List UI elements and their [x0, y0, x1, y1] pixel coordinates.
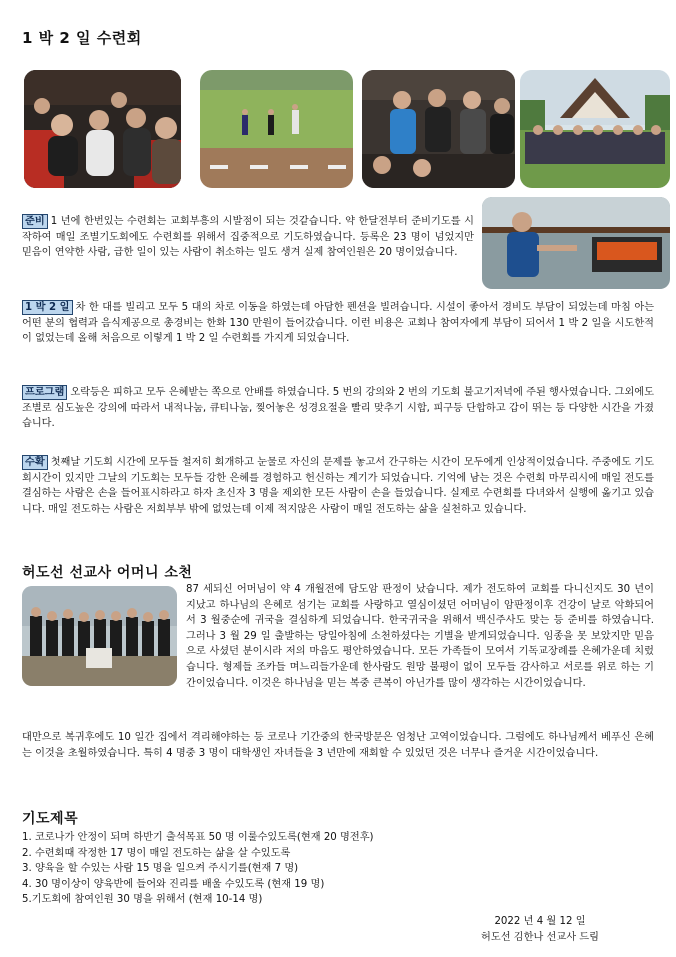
program-tag: 프로그램 — [22, 385, 67, 400]
bbq-photo — [482, 197, 670, 289]
mother-paragraph-2: 대만으로 복귀후에도 10 일간 집에서 격리해야하는 등 코로나 기간중의 한국방문은 엄청난 고역이었습니다. 그럼에도 하나님께서 베푸신 은혜는 이것을 초월하였습니다. 특히 4 명중 3 명이 대학생인 자녀들을 3 년만에 재회할 수 있었던 것은 너무나 즐거운 시간이었습니다. — [22, 732, 654, 759]
retreat-paragraph-prep — [22, 214, 474, 261]
prayer-title: 기도제목 — [22, 811, 79, 827]
harvest-text: 첫째날 기도회 시간에 모두들 철저히 회개하고 눈물로 자신의 문제를 놓고서 간구하는 시간이 모두에게 인상적이었습니다. 주중에도 기도회시간이 있지만 그날의 기도회는 모두들 강한 은혜를 경험하고 헌신하는 계기가 되었습니다. 기억에 남는 것은 수련회 마무리시에 매일 전도를 결심하는 사람은 손을 들어표시하라고 하자 초신자 3 명을 제외한 모든 사람이 손을 들었습니다. 실제로 수련회를 다녀와서 실행에 옮기고 있습니다. 매일 전도하는 사람은 저희부부 밖에 없었는데 이제 적지않은 사람이 매일 전도하는 삶을 실천하고 있습니다. — [22, 457, 654, 515]
retreat-photo-worship — [24, 70, 181, 188]
prayer-item: 4. 30 명이상이 양육반에 들어와 진리를 배울 수있도록 (현재 19 명) — [22, 878, 325, 890]
prayer-item: 3. 양육을 할 수있는 사람 15 명을 일으켜 주시기를(현재 7 명) — [22, 863, 299, 875]
signature-date: 2022 년 4 월 12 일 — [494, 916, 586, 927]
retreat-photo-prayer — [362, 70, 515, 188]
prayer-item: 2. 수련회때 작정한 17 명이 매일 전도하는 삶을 살 수있도록 — [22, 847, 291, 859]
harvest-tag: 수확 — [22, 455, 48, 470]
prep-tag: 준비 — [22, 214, 48, 229]
prayer-list — [22, 830, 642, 908]
prayer-item: 1. 코로나가 안정이 되며 하반기 출석목표 50 명 이룰수있도록(현재 20 명전후) — [22, 832, 374, 843]
overnight-text: 차 한 대를 빌리고 모두 5 대의 차로 이동을 하였는데 아담한 펜션을 빌려습니다. 시설이 좋아서 경비도 부담이 되었는데 마침 아는 어떤 분의 협력과 음식제공으로 총경비는 한화 130 만원이 들어갔습니다. 이런 비용은 교회나 참여자에게 부담이 되어서 1 박 2 일을 시도한적이 없었는데 올해 처음으로 이렇게 1 박 2 일 수련회를 가지게 되었습니다. — [22, 302, 654, 345]
retreat-photo-game — [200, 70, 353, 188]
funeral-photo — [22, 586, 177, 686]
prayer-item: 5.기도회에 참여인원 30 명을 위해서 (현재 10-14 명) — [22, 894, 263, 906]
mother-paragraph: 87 세되신 어머님이 약 4 개월전에 담도암 판정이 났습니다. 제가 전도하여 교회를 다니신지도 30 년이 지났고 하나님의 은혜로 섬기는 교회를 사랑하고 열심이셨던 어머님이 암판정이후 건강이 날로 악화되어서 3 월중순에 귀국을 결심하게 되었습니다. 한국귀국을 위해서 백신주사도 맞는 등 준비를 하였습니다. 그러나 3 월 29 일 출발하는 당일아침에 소천하셨다는 기별을 받게되었습니다. 임종을 못 보았지만 믿음으로 사셨던 분이시라 저의 마음도 평안하였습니다. 모든 가족들이 모여서 기독교장례를 은혜가운데 치렀습니다. 형제들 조카들 며느리들가운데 한사람도 원망 불평이 없이 모두들 감사하고 서로를 위로 하는 기간이었습니다. 이것은 하나님을 믿는 복중 큰복이 아닌가를 많이 생각하는 시간이었습니다. — [186, 584, 654, 689]
prep-text: 1 년에 한번있는 수련회는 교회부흥의 시발점이 되는 것같습니다. 약 한달전부터 준비기도를 시작하여 매일 조별기도회에도 수련회를 위해서 집중적으로 기도하였습니다. 등록은 23 명이 넘었지만 믿음이 연약한 사람, 급한 일이 있는 사람이 취소하는 일도 생겨 실제 참여인원은 20 명이었습니다. — [22, 216, 474, 259]
mother-title: 허도선 선교사 어머니 소천 — [22, 565, 193, 581]
retreat-title: 1 박 2 일 수련회 — [22, 29, 142, 47]
overnight-tag: 1 박 2 일 — [22, 300, 73, 315]
retreat-photo-group — [520, 70, 670, 188]
signature-name: 허도선 김한나 선교사 드림 — [481, 931, 599, 943]
retreat-paragraph-overnight — [22, 300, 654, 347]
program-text: 오락등은 피하고 모두 은혜받는 쪽으로 안배를 하였습니다. 5 번의 강의와 2 번의 기도회 불고기저녁에 주된 행사였습니다. 그외에도 조별로 심도높은 강의에 따라서 내적나눔, 큐티나눔, 찢어놓은 성경요절을 빨리 맞추기 시합, 피구등 단합하고 갑이 뛰는 등 다양한 시간을 가졌습니다. — [22, 387, 654, 430]
retreat-paragraph-harvest — [22, 455, 654, 517]
signature — [430, 914, 650, 945]
retreat-paragraph-program — [22, 385, 654, 432]
